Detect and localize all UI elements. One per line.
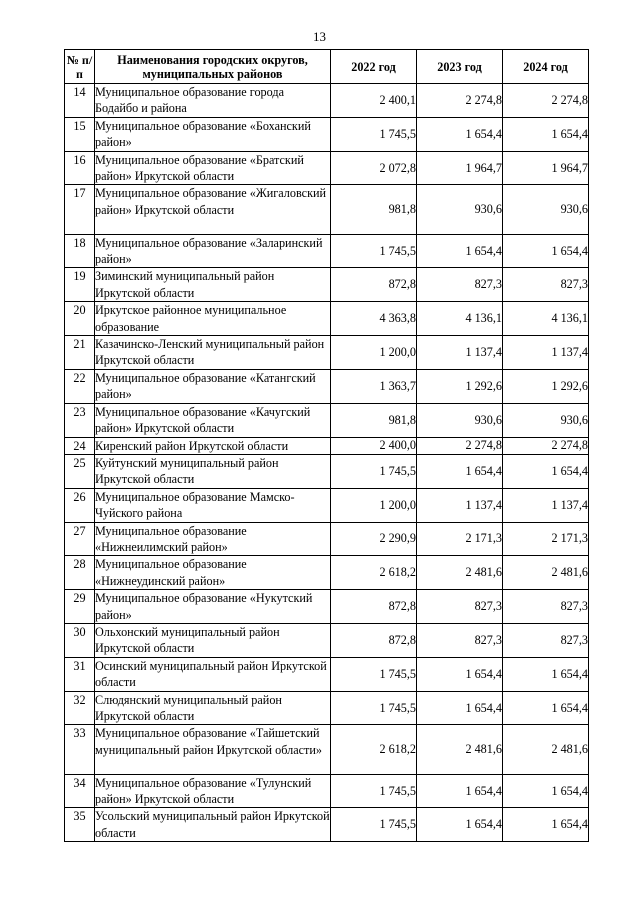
value-2024: 2 481,6 bbox=[503, 725, 589, 774]
value-2023: 1 654,4 bbox=[417, 657, 503, 691]
table-row bbox=[65, 488, 589, 522]
value-2023: 1 654,4 bbox=[417, 691, 503, 725]
value-2023: 930,6 bbox=[417, 403, 503, 437]
row-number: 26 bbox=[65, 488, 95, 522]
row-number: 24 bbox=[65, 437, 95, 454]
row-name: Муниципальное образование «Нижнеилимский район» bbox=[95, 522, 331, 556]
row-name: Муниципальное образование Мамско-Чуйского района bbox=[95, 488, 331, 522]
value-2023: 2 274,8 bbox=[417, 84, 503, 118]
value-2022: 872,8 bbox=[331, 590, 417, 624]
row-name: Ольхонский муниципальный район Иркутской области bbox=[95, 623, 331, 657]
value-2023: 1 137,4 bbox=[417, 488, 503, 522]
row-name: Муниципальное образование города Бодайбо и района bbox=[95, 84, 331, 118]
table-row bbox=[65, 234, 589, 268]
value-2024: 1 137,4 bbox=[503, 336, 589, 370]
row-number: 21 bbox=[65, 336, 95, 370]
row-name: Муниципальное образование «Тулунский район» Иркутской области bbox=[95, 774, 331, 808]
value-2022: 1 200,0 bbox=[331, 488, 417, 522]
row-number: 31 bbox=[65, 657, 95, 691]
header-2022: 2022 год bbox=[331, 50, 417, 84]
value-2023: 2 481,6 bbox=[417, 556, 503, 590]
row-name: Муниципальное образование «Жигаловский район» Иркутской области bbox=[95, 185, 331, 234]
row-number: 22 bbox=[65, 369, 95, 403]
row-name: Иркутское районное муниципальное образование bbox=[95, 302, 331, 336]
table-row bbox=[65, 454, 589, 488]
value-2024: 2 171,3 bbox=[503, 522, 589, 556]
row-name: Осинский муниципальный район Иркутской области bbox=[95, 657, 331, 691]
value-2023: 827,3 bbox=[417, 590, 503, 624]
value-2022: 1 745,5 bbox=[331, 234, 417, 268]
header-2024: 2024 год bbox=[503, 50, 589, 84]
value-2024: 2 274,8 bbox=[503, 437, 589, 454]
value-2023: 1 654,4 bbox=[417, 117, 503, 151]
row-name: Муниципальное образование «Качугский район» Иркутской области bbox=[95, 403, 331, 437]
value-2022: 2 400,1 bbox=[331, 84, 417, 118]
table-row bbox=[65, 556, 589, 590]
value-2024: 1 654,4 bbox=[503, 117, 589, 151]
row-number: 20 bbox=[65, 302, 95, 336]
table-row bbox=[65, 522, 589, 556]
table-row bbox=[65, 369, 589, 403]
row-name: Казачинско-Ленский муниципальный район Иркутской области bbox=[95, 336, 331, 370]
row-number: 30 bbox=[65, 623, 95, 657]
row-name: Муниципальное образование «Катангский район» bbox=[95, 369, 331, 403]
value-2023: 827,3 bbox=[417, 623, 503, 657]
table-row bbox=[65, 774, 589, 808]
value-2022: 981,8 bbox=[331, 403, 417, 437]
row-number: 18 bbox=[65, 234, 95, 268]
table-row bbox=[65, 725, 589, 774]
row-number: 27 bbox=[65, 522, 95, 556]
value-2024: 827,3 bbox=[503, 623, 589, 657]
value-2024: 1 654,4 bbox=[503, 774, 589, 808]
value-2023: 1 654,4 bbox=[417, 774, 503, 808]
value-2022: 1 745,5 bbox=[331, 808, 417, 842]
value-2022: 4 363,8 bbox=[331, 302, 417, 336]
value-2024: 1 654,4 bbox=[503, 691, 589, 725]
table-body bbox=[65, 84, 589, 842]
row-name: Муниципальное образование «Боханский район» bbox=[95, 117, 331, 151]
value-2024: 930,6 bbox=[503, 403, 589, 437]
value-2024: 1 654,4 bbox=[503, 808, 589, 842]
table-row bbox=[65, 336, 589, 370]
row-number: 33 bbox=[65, 725, 95, 774]
value-2023: 1 654,4 bbox=[417, 234, 503, 268]
value-2022: 1 200,0 bbox=[331, 336, 417, 370]
row-name: Киренский район Иркутской области bbox=[95, 437, 331, 454]
value-2023: 1 292,6 bbox=[417, 369, 503, 403]
row-number: 34 bbox=[65, 774, 95, 808]
value-2023: 2 171,3 bbox=[417, 522, 503, 556]
table-row bbox=[65, 623, 589, 657]
value-2023: 827,3 bbox=[417, 268, 503, 302]
table-row bbox=[65, 657, 589, 691]
value-2022: 2 618,2 bbox=[331, 556, 417, 590]
value-2023: 4 136,1 bbox=[417, 302, 503, 336]
value-2024: 1 137,4 bbox=[503, 488, 589, 522]
value-2022: 2 290,9 bbox=[331, 522, 417, 556]
row-number: 17 bbox=[65, 185, 95, 234]
row-name: Слюдянский муниципальный район Иркутской области bbox=[95, 691, 331, 725]
value-2022: 1 745,5 bbox=[331, 691, 417, 725]
table-row bbox=[65, 84, 589, 118]
row-number: 25 bbox=[65, 454, 95, 488]
row-name: Муниципальное образование «Заларинский район» bbox=[95, 234, 331, 268]
value-2024: 2 274,8 bbox=[503, 84, 589, 118]
table-row bbox=[65, 151, 589, 185]
row-number: 29 bbox=[65, 590, 95, 624]
value-2023: 1 654,4 bbox=[417, 808, 503, 842]
table-row bbox=[65, 268, 589, 302]
row-name: Муниципальное образование «Нижнеудинский район» bbox=[95, 556, 331, 590]
value-2023: 1 654,4 bbox=[417, 454, 503, 488]
value-2024: 4 136,1 bbox=[503, 302, 589, 336]
value-2022: 1 745,5 bbox=[331, 117, 417, 151]
budget-table bbox=[64, 49, 589, 842]
value-2022: 872,8 bbox=[331, 268, 417, 302]
value-2024: 1 654,4 bbox=[503, 657, 589, 691]
row-number: 28 bbox=[65, 556, 95, 590]
value-2024: 827,3 bbox=[503, 268, 589, 302]
value-2022: 2 072,8 bbox=[331, 151, 417, 185]
value-2024: 930,6 bbox=[503, 185, 589, 234]
value-2022: 1 363,7 bbox=[331, 369, 417, 403]
value-2022: 1 745,5 bbox=[331, 657, 417, 691]
value-2024: 1 654,4 bbox=[503, 234, 589, 268]
value-2024: 1 292,6 bbox=[503, 369, 589, 403]
value-2022: 872,8 bbox=[331, 623, 417, 657]
row-name: Муниципальное образование «Тайшетский муниципальный район Иркутской области» bbox=[95, 725, 331, 774]
table-row bbox=[65, 117, 589, 151]
table-row bbox=[65, 590, 589, 624]
row-number: 16 bbox=[65, 151, 95, 185]
table-row bbox=[65, 185, 589, 234]
value-2024: 2 481,6 bbox=[503, 556, 589, 590]
row-number: 19 bbox=[65, 268, 95, 302]
value-2022: 2 618,2 bbox=[331, 725, 417, 774]
value-2023: 1 137,4 bbox=[417, 336, 503, 370]
header-name: Наименования городских округов, муниципальных районов bbox=[95, 50, 331, 84]
value-2022: 2 400,0 bbox=[331, 437, 417, 454]
row-number: 35 bbox=[65, 808, 95, 842]
value-2024: 1 654,4 bbox=[503, 454, 589, 488]
header-number: № п/п bbox=[65, 50, 95, 84]
value-2023: 930,6 bbox=[417, 185, 503, 234]
table-row bbox=[65, 808, 589, 842]
header-2023: 2023 год bbox=[417, 50, 503, 84]
row-name: Муниципальное образование «Нукутский район» bbox=[95, 590, 331, 624]
value-2022: 1 745,5 bbox=[331, 454, 417, 488]
page-number: 13 bbox=[313, 29, 326, 44]
value-2023: 2 274,8 bbox=[417, 437, 503, 454]
row-number: 15 bbox=[65, 117, 95, 151]
row-name: Куйтунский муниципальный район Иркутской области bbox=[95, 454, 331, 488]
value-2022: 1 745,5 bbox=[331, 774, 417, 808]
value-2022: 981,8 bbox=[331, 185, 417, 234]
value-2023: 1 964,7 bbox=[417, 151, 503, 185]
row-number: 32 bbox=[65, 691, 95, 725]
row-name: Усольский муниципальный район Иркутской области bbox=[95, 809, 330, 840]
table-header-row bbox=[65, 50, 589, 84]
table-row bbox=[65, 302, 589, 336]
table-row bbox=[65, 403, 589, 437]
value-2024: 827,3 bbox=[503, 590, 589, 624]
table-row bbox=[65, 437, 589, 454]
value-2023: 2 481,6 bbox=[417, 725, 503, 774]
row-number: 23 bbox=[65, 403, 95, 437]
table-row bbox=[65, 691, 589, 725]
row-name: Зиминский муниципальный район Иркутской области bbox=[95, 268, 331, 302]
row-number: 14 bbox=[65, 84, 95, 118]
value-2024: 1 964,7 bbox=[503, 151, 589, 185]
row-name: Муниципальное образование «Братский район» Иркутской области bbox=[95, 151, 331, 185]
